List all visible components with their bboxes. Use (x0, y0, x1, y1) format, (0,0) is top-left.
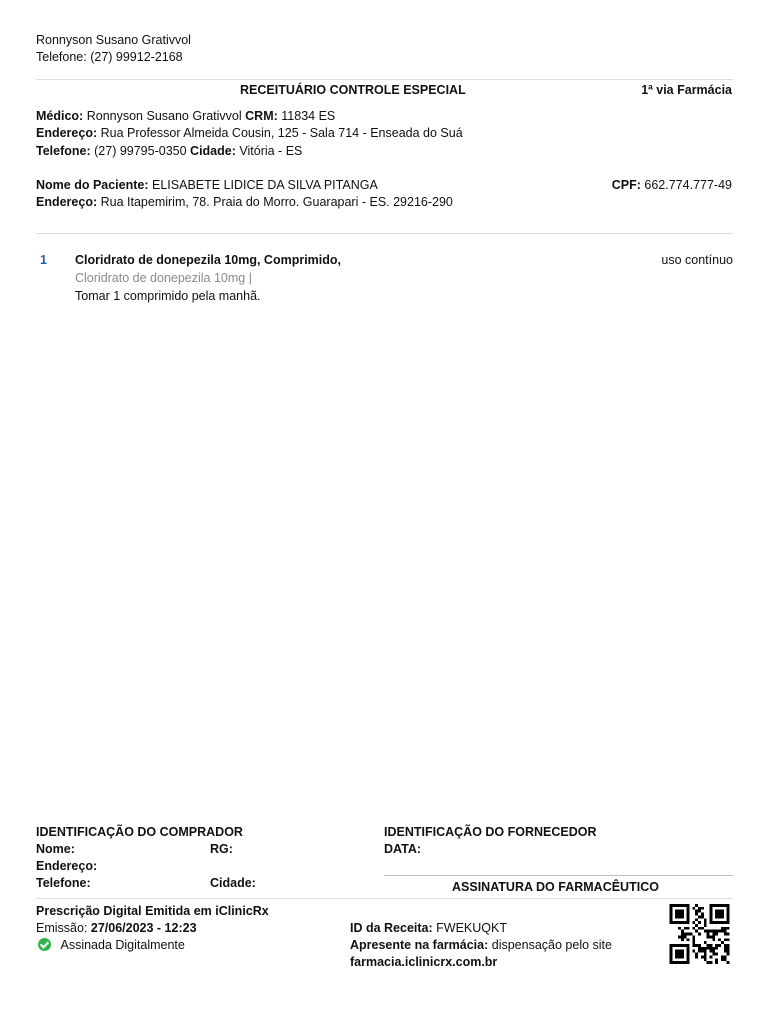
signed-label: Assinada Digitalmente (60, 938, 185, 952)
doctor-phone-label: Telefone: (36, 144, 91, 158)
patient-name: ELISABETE LIDICE DA SILVA PITANGA (152, 178, 378, 192)
buyer-phone-label: Telefone: (36, 876, 91, 890)
buyer-city-label: Cidade: (210, 876, 256, 890)
qr-code-icon (668, 904, 731, 964)
patient-cpf-line (612, 178, 732, 192)
receipt-id-value: FWEKUQKT (436, 921, 507, 935)
pharmacy-site-link[interactable]: farmacia.iclinicrx.com.br (350, 955, 498, 969)
issued-title: Prescrição Digital Emitida em iClinicRx (36, 904, 269, 918)
prescriber-name: Ronnyson Susano Grativvol (36, 33, 191, 47)
supplier-date-label: DATA: (384, 842, 422, 856)
doctor-name-label: Médico: (36, 109, 84, 123)
doctor-city: Vitória - ES (239, 144, 303, 158)
patient-name-label: Nome do Paciente: (36, 178, 149, 192)
receipt-id-label: ID da Receita: (350, 921, 433, 935)
buyer-rg-label: RG: (210, 842, 233, 856)
signature-line (384, 875, 733, 876)
emission-label: Emissão: (36, 921, 88, 935)
medication-number: 1 (40, 253, 47, 267)
emission-line (36, 921, 197, 935)
receipt-id-line (350, 921, 507, 935)
emission-value: 27/06/2023 - 12:23 (90, 921, 197, 935)
patient-cpf: 662.774.777-49 (644, 178, 732, 192)
doctor-name: Ronnyson Susano Grativvol (86, 109, 242, 123)
divider (36, 79, 733, 80)
copy-label: 1ª via Farmácia (641, 83, 732, 97)
doctor-address-label: Endereço: (36, 126, 98, 140)
buyer-name-label: Nome: (36, 842, 75, 856)
doctor-city-label: Cidade: (190, 144, 236, 158)
prescriber-phone: Telefone: (27) 99912-2168 (36, 50, 183, 64)
doctor-phone: (27) 99795-0350 (94, 144, 187, 158)
patient-name-line (36, 178, 378, 192)
patient-cpf-label: CPF: (611, 178, 641, 192)
document-title: RECEITUÁRIO CONTROLE ESPECIAL (240, 83, 466, 97)
doctor-contact-line (36, 144, 302, 158)
patient-address-label: Endereço: (36, 195, 98, 209)
pharmacy-line (350, 938, 612, 952)
medication-usage: uso contínuo (661, 253, 733, 267)
divider (36, 233, 733, 234)
buyer-address-label: Endereço: (36, 859, 98, 873)
patient-address: Rua Itapemirim, 78. Praia do Morro. Guarapari - ES. 29216-290 (100, 195, 453, 209)
crm-value: 11834 ES (281, 109, 336, 123)
check-circle-icon (38, 938, 51, 951)
buyer-title: IDENTIFICAÇÃO DO COMPRADOR (36, 825, 243, 839)
signed-status (38, 938, 185, 952)
patient-address-line (36, 195, 453, 209)
divider (36, 898, 733, 899)
doctor-line (36, 109, 335, 123)
supplier-title: IDENTIFICAÇÃO DO FORNECEDOR (384, 825, 597, 839)
pharmacy-label: Apresente na farmácia: (350, 938, 489, 952)
pharmacy-value: dispensação pelo site (491, 938, 612, 952)
doctor-address: Rua Professor Almeida Cousin, 125 - Sala 714 - Enseada do Suá (100, 126, 463, 140)
medication-name: Cloridrato de donepezila 10mg, Comprimido, (75, 253, 342, 267)
crm-label: CRM: (245, 109, 278, 123)
medication-instructions: Tomar 1 comprimido pela manhã. (75, 289, 261, 303)
signature-label: ASSINATURA DO FARMACÊUTICO (452, 880, 659, 894)
doctor-address-line (36, 126, 463, 140)
medication-subtitle: Cloridrato de donepezila 10mg | (75, 271, 252, 285)
